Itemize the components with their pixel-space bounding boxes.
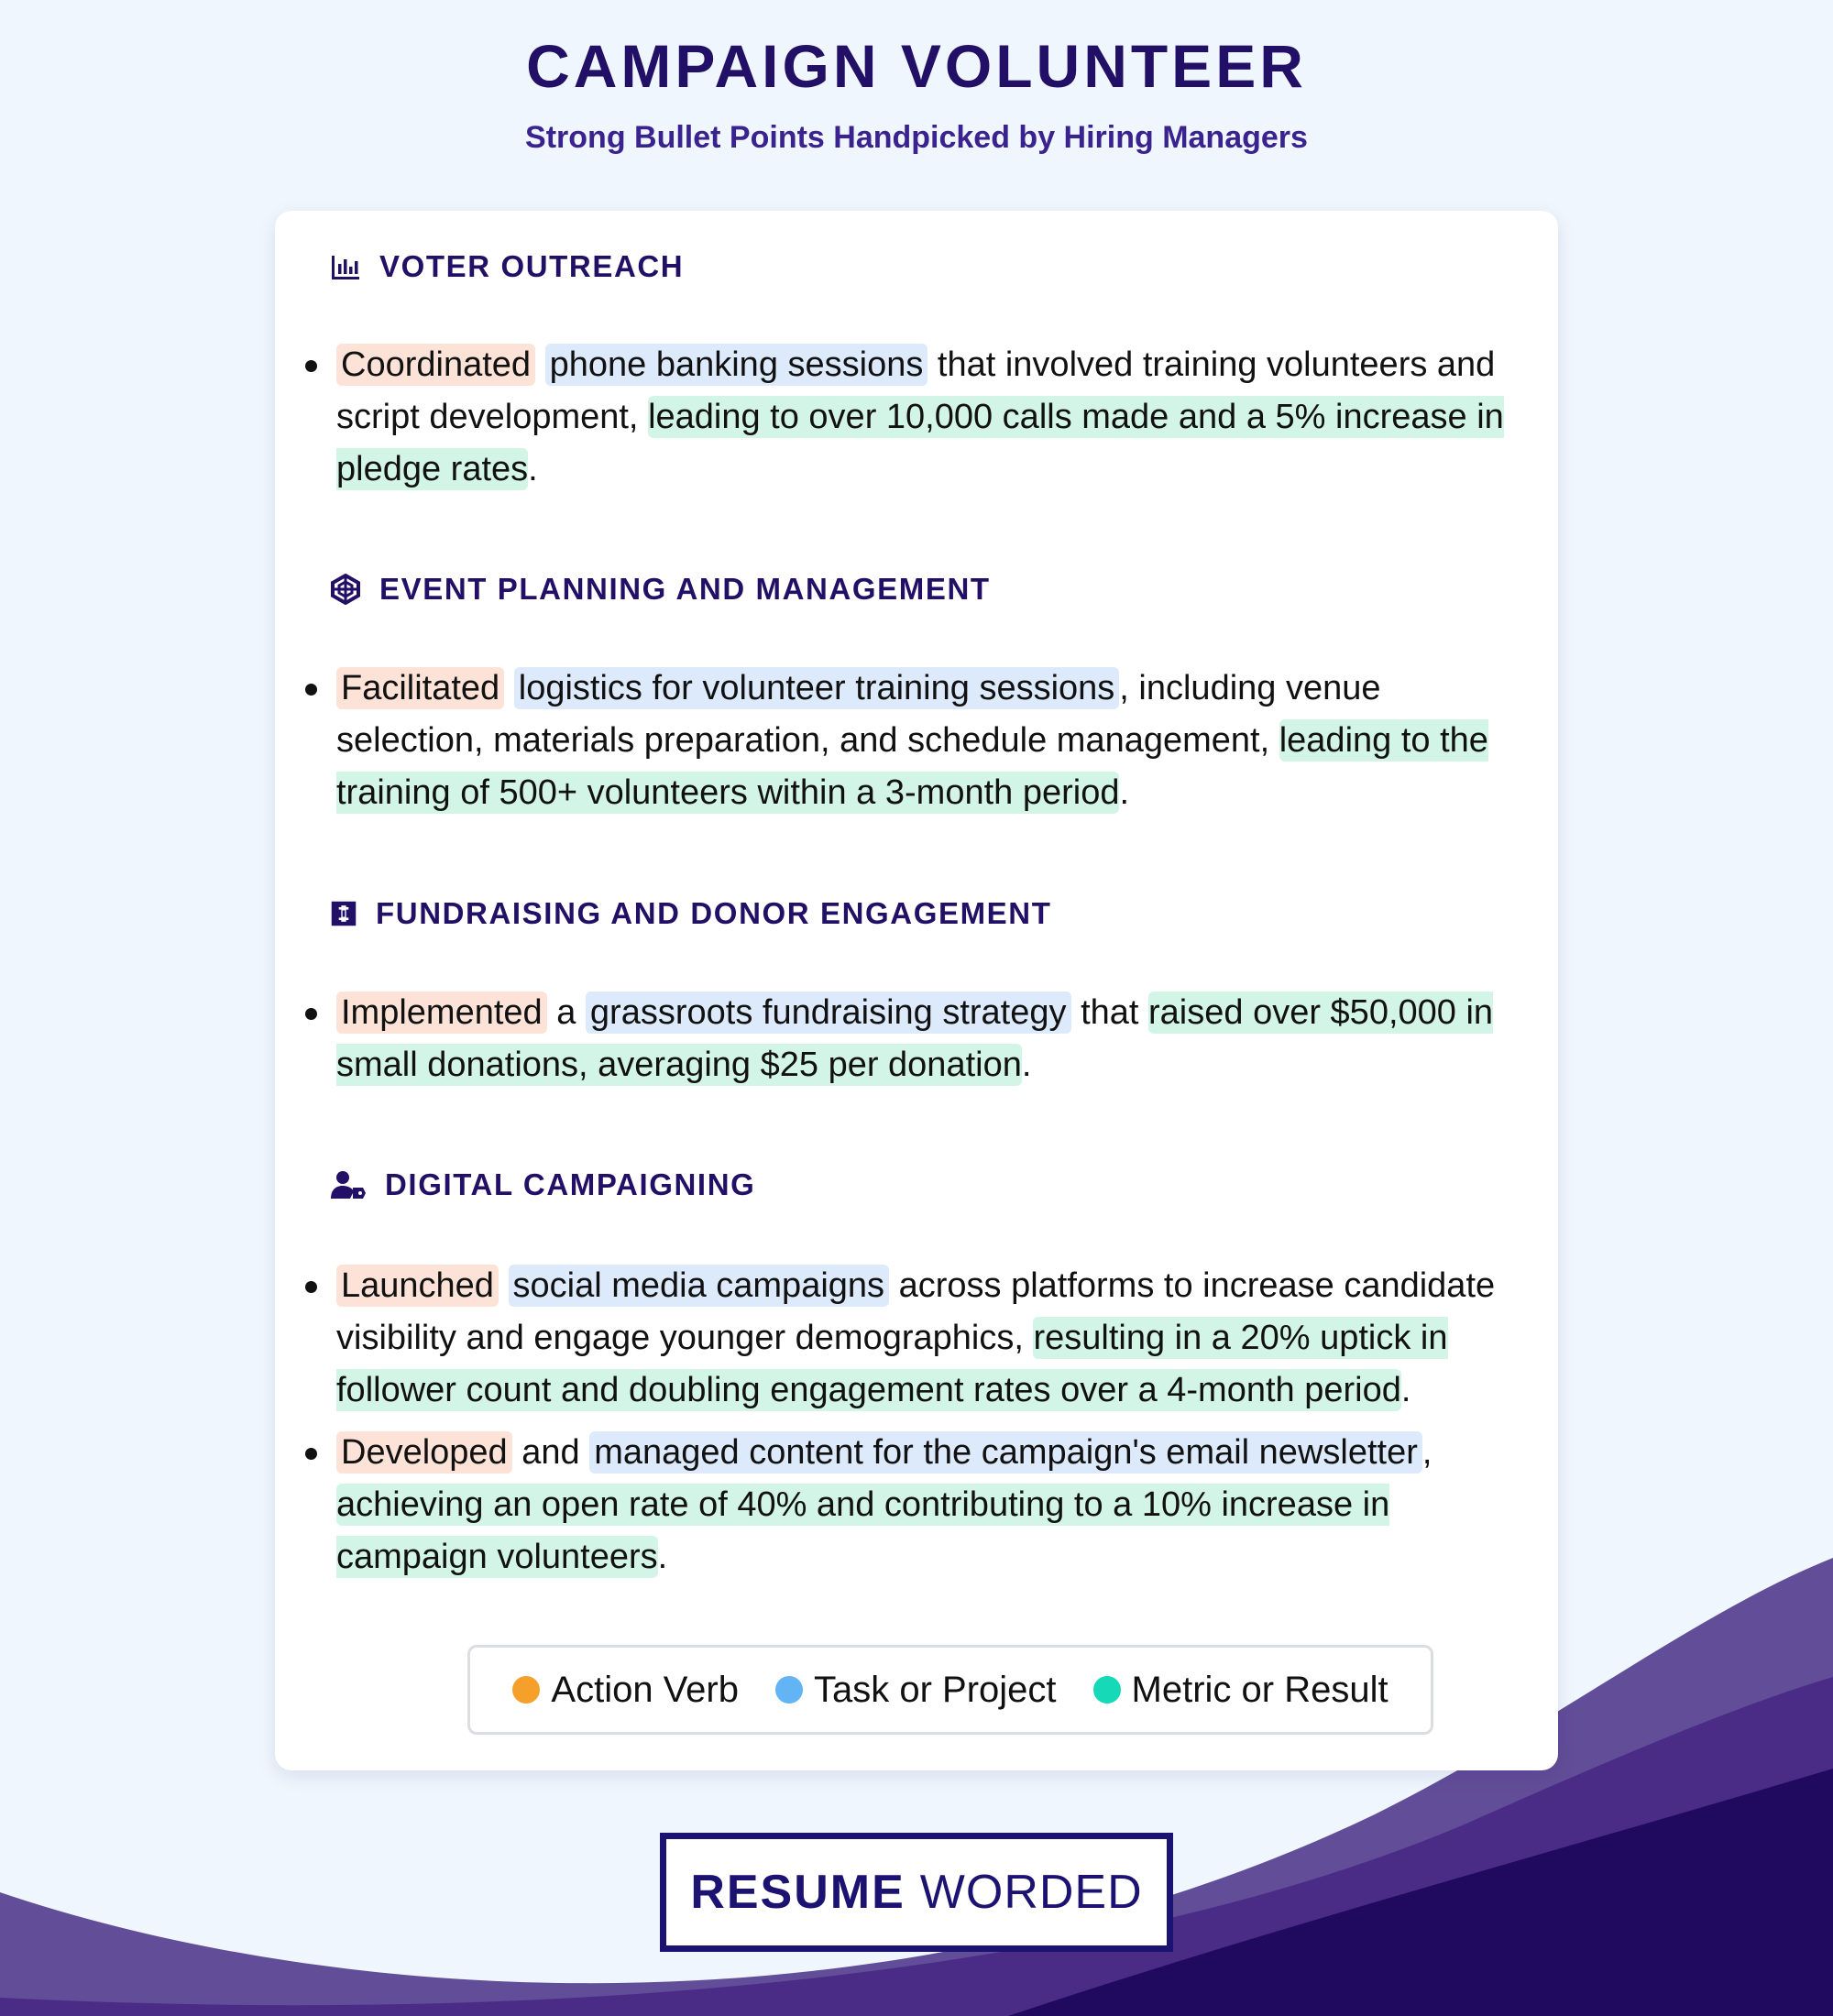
page-header bbox=[0, 27, 1833, 158]
bullet-dot bbox=[305, 360, 317, 372]
connector-text: that bbox=[1070, 993, 1149, 1032]
metric-or-result: resulting in a 20% uptick in follower count and doubling engagement rates over a 4-month period bbox=[336, 1319, 1448, 1409]
legend-item-action-verb bbox=[512, 1670, 739, 1711]
page-title: CAMPAIGN VOLUNTEER bbox=[526, 32, 1307, 100]
bullet-text bbox=[336, 339, 1528, 496]
bar-chart-icon bbox=[330, 251, 361, 282]
action-verb: Developed bbox=[336, 1431, 512, 1474]
bullet-text bbox=[336, 1427, 1528, 1583]
network-cube-icon bbox=[330, 574, 361, 605]
legend-item-metric-or-result bbox=[1093, 1670, 1388, 1711]
punctuation: . bbox=[1021, 1046, 1032, 1084]
legend-label: Action Verb bbox=[551, 1669, 739, 1710]
user-tag-icon bbox=[330, 1169, 367, 1200]
section-heading: DIGITAL CAMPAIGNING bbox=[385, 1167, 756, 1201]
legend-item-task-or-project bbox=[775, 1670, 1057, 1711]
metric-or-result: achieving an open rate of 40% and contributing to a 10% increase in campaign volunteers bbox=[336, 1485, 1390, 1576]
section-heading: VOTER OUTREACH bbox=[379, 249, 685, 283]
resume-card bbox=[275, 211, 1558, 1770]
legend-label: Task or Project bbox=[813, 1669, 1057, 1710]
list-item bbox=[305, 339, 1533, 496]
bullet-text bbox=[336, 663, 1528, 819]
connector-text: and bbox=[511, 1433, 590, 1472]
list-item bbox=[305, 1427, 1533, 1583]
section-heading: FUNDRAISING AND DONOR ENGAGEMENT bbox=[376, 896, 1052, 930]
action-verb: Coordinated bbox=[336, 344, 535, 386]
section-header-fundraising bbox=[330, 896, 1051, 931]
connector-text: a bbox=[546, 993, 586, 1032]
action-verb: Facilitated bbox=[336, 667, 504, 709]
connector-text bbox=[499, 1266, 509, 1305]
legend-dot bbox=[512, 1676, 540, 1704]
logo-text-light: WORDED bbox=[919, 1866, 1143, 1919]
section-heading: EVENT PLANNING AND MANAGEMENT bbox=[379, 572, 991, 606]
bullet-dot bbox=[305, 1008, 317, 1020]
punctuation: . bbox=[528, 450, 538, 488]
legend-label: Metric or Result bbox=[1131, 1669, 1388, 1710]
punctuation: . bbox=[657, 1538, 668, 1576]
section-header-digital-campaigning bbox=[330, 1167, 755, 1202]
list-item bbox=[305, 1260, 1533, 1417]
legend-dot bbox=[1093, 1676, 1121, 1704]
bullet-text bbox=[336, 1260, 1528, 1417]
connector-text bbox=[504, 669, 514, 707]
list-item bbox=[305, 663, 1533, 819]
section-header-event-planning bbox=[330, 572, 991, 607]
dollar-badge-icon bbox=[330, 900, 357, 927]
connector-text: , including venue selection, materials preparation, and schedule management, bbox=[336, 669, 1381, 760]
task-or-project: grassroots fundraising strategy bbox=[586, 992, 1071, 1034]
connector-text: across platforms to increase candidate visibility and engage younger demographics, bbox=[336, 1266, 1496, 1357]
list-item bbox=[305, 987, 1533, 1091]
punctuation: . bbox=[1119, 773, 1130, 812]
connector-text bbox=[535, 345, 545, 384]
action-verb: Launched bbox=[336, 1265, 499, 1307]
bullet-text bbox=[336, 987, 1528, 1091]
legend bbox=[467, 1645, 1433, 1735]
section-header-voter-outreach bbox=[330, 249, 684, 284]
bullet-dot bbox=[305, 684, 317, 696]
logo-text-strong: RESUME bbox=[690, 1866, 906, 1919]
task-or-project: phone banking sessions bbox=[545, 344, 928, 386]
action-verb: Implemented bbox=[336, 992, 547, 1034]
page-subtitle: Strong Bullet Points Handpicked by Hiring Managers bbox=[525, 120, 1308, 155]
connector-text: that involved training volunteers and script development, bbox=[336, 345, 1496, 436]
metric-or-result: leading to over 10,000 calls made and a 5% increase in pledge rates bbox=[336, 398, 1504, 488]
task-or-project: social media campaigns bbox=[509, 1265, 890, 1307]
metric-or-result: leading to the training of 500+ volunteers within a 3-month period bbox=[336, 721, 1488, 812]
punctuation: . bbox=[1400, 1371, 1411, 1409]
bullet-dot bbox=[305, 1448, 317, 1460]
metric-or-result: raised over $50,000 in small donations, averaging $25 per donation bbox=[336, 993, 1494, 1084]
task-or-project: logistics for volunteer training sessions bbox=[514, 667, 1120, 709]
bullet-dot bbox=[305, 1281, 317, 1293]
legend-dot bbox=[775, 1676, 803, 1704]
connector-text: , bbox=[1421, 1433, 1432, 1472]
task-or-project: managed content for the campaign's email newsletter bbox=[589, 1431, 1422, 1474]
resume-worded-logo[interactable] bbox=[660, 1833, 1173, 1952]
